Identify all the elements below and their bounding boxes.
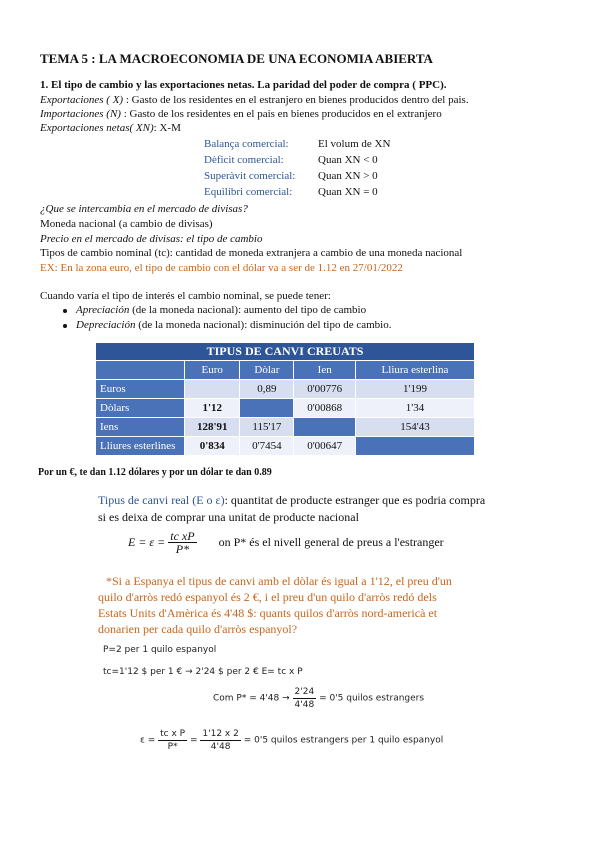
handwritten-line: tc=1'12 $ per 1 € → 2'24 $ per 2 € E= tc x P <box>103 667 303 677</box>
balance-value: Quan XN < 0 <box>318 154 378 166</box>
handwritten-text: ε = <box>140 735 156 746</box>
real-rate-formula <box>128 530 444 555</box>
handwritten-line <box>140 728 443 753</box>
nominal-definition: Tipos de cambio nominal (tc): cantidad de moneda extranjera a cambio de una moneda nacional <box>40 247 463 259</box>
table-row <box>96 418 475 437</box>
list-item-term: Depreciación <box>76 319 136 331</box>
fraction-numerator: 2'24 <box>294 687 315 697</box>
formula-fraction <box>168 530 196 555</box>
exercise-line: donarien per cada quilo d'arròs espanyol? <box>98 622 298 636</box>
list-item <box>76 319 391 332</box>
exports-definition <box>40 94 469 107</box>
table-cell: 0'7454 <box>240 437 294 456</box>
handwritten-text: Com P* = 4'48 → <box>213 693 290 704</box>
formula-numerator: tc xP <box>170 529 195 543</box>
balance-value: Quan XN > 0 <box>318 170 378 182</box>
section-heading: 1. El tipo de cambio y las exportaciones netas. La paridad del poder de compra ( PPC). <box>40 79 447 91</box>
table-cell: 1'199 <box>356 380 475 399</box>
market-question: ¿Que se intercambia en el mercado de divisas? <box>40 203 248 215</box>
table-header-row <box>96 361 475 380</box>
imports-term: Importaciones (N) <box>40 108 124 120</box>
exports-text: : Gasto de los residentes en el estranjero en bienes producidos dentro del pais. <box>125 94 469 106</box>
exercise-line: Estats Units d'Amèrica és 4'48 $: quants quilos d'arròs nord-americà et <box>98 606 438 620</box>
imports-text: : Gasto de los residentes en el pais en bienes producidos en el extranjero <box>123 108 442 120</box>
table-cell <box>356 437 475 456</box>
handwritten-fraction <box>200 728 240 753</box>
handwritten-fraction <box>158 728 187 753</box>
column-header: Lliura esterlina <box>356 361 475 380</box>
list-item <box>76 304 366 317</box>
net-exports-term: Exportaciones netas( XN) <box>40 122 154 134</box>
row-label: Euros <box>96 380 185 399</box>
list-item-text: (de la moneda nacional): disminución del tipo de cambio. <box>135 319 392 331</box>
column-header: Dòlar <box>240 361 294 380</box>
fraction-denominator: 4'48 <box>294 700 315 710</box>
table-cell <box>294 418 356 437</box>
table-cell: 154'43 <box>356 418 475 437</box>
conversion-note: Por un €, te dan 1.12 dólares y por un dólar te dan 0.89 <box>38 467 272 478</box>
table-cell: 1'12 <box>185 399 240 418</box>
list-item-text: (de la moneda nacional): aumento del tipo de cambio <box>129 304 367 316</box>
formula-note: on P* és el nivell general de preus a l'estranger <box>218 535 444 549</box>
row-label: Lliures esterlines <box>96 437 185 456</box>
column-header: Euro <box>185 361 240 380</box>
example-text: EX: En la zona euro, el tipo de cambio con el dólar va a ser de 1.12 en 27/01/2022 <box>40 262 403 274</box>
fraction-numerator: tc x P <box>160 729 186 739</box>
row-label: Dòlars <box>96 399 185 418</box>
net-exports-definition <box>40 122 181 135</box>
table-cell: 1'34 <box>356 399 475 418</box>
exports-term: Exportaciones ( X) <box>40 94 126 106</box>
formula-denominator: P* <box>175 542 190 556</box>
list-item-term: Apreciación <box>76 304 130 316</box>
handwritten-fraction <box>293 686 317 711</box>
table-row <box>96 399 475 418</box>
column-header <box>96 361 185 380</box>
fraction-denominator: P* <box>167 742 178 752</box>
table-cell: 0'834 <box>185 437 240 456</box>
balance-label: Balança comercial: <box>204 138 289 150</box>
balance-label: Equilibri comercial: <box>204 186 293 198</box>
balance-label: Superàvit comercial: <box>204 170 296 182</box>
market-answer: Moneda nacional (a cambio de divisas) <box>40 218 213 230</box>
imports-definition <box>40 108 442 121</box>
net-exports-text: : X-M <box>153 122 181 134</box>
table-cell: 0'00868 <box>294 399 356 418</box>
variation-intro: Cuando varía el tipo de interés el cambio nominal, se puede tener: <box>40 290 331 302</box>
market-price: Precio en el mercado de divisas: el tipo de cambio <box>40 233 263 245</box>
exercise-line: *Si a Espanya el tipus de canvi amb el dòlar és igual a 1'12, el preu d'un <box>106 574 452 588</box>
real-rate-term: Tipus de canvi real (E o ε) <box>98 493 225 507</box>
row-label: Iens <box>96 418 185 437</box>
handwritten-text: = 0'5 quilos estrangers <box>319 693 425 704</box>
table-cell: 115'17 <box>240 418 294 437</box>
real-rate-text-2: si es deixa de comprar una unitat de producte nacional <box>98 510 359 524</box>
balance-value: Quan XN = 0 <box>318 186 378 198</box>
handwritten-text: = <box>189 735 198 746</box>
table-title: TIPUS DE CANVI CREUATS <box>96 343 475 361</box>
table-cell <box>185 380 240 399</box>
table-row <box>96 380 475 399</box>
table-cell: 128'91 <box>185 418 240 437</box>
page-title: TEMA 5 : LA MACROECONOMIA DE UNA ECONOMIA ABIERTA <box>40 51 433 66</box>
table-cell: 0'00647 <box>294 437 356 456</box>
column-header: Ien <box>294 361 356 380</box>
table-cell: 0'00776 <box>294 380 356 399</box>
table-row <box>96 437 475 456</box>
handwritten-line <box>213 686 424 711</box>
fraction-denominator: 4'48 <box>210 742 231 752</box>
table-cell: 0,89 <box>240 380 294 399</box>
handwritten-text: = 0'5 quilos estrangers per 1 quilo espanyol <box>243 735 444 746</box>
handwritten-line: P=2 per 1 quilo espanyol <box>103 645 217 655</box>
table-cell <box>240 399 294 418</box>
balance-value: El volum de XN <box>318 138 391 150</box>
balance-label: Dèficit comercial: <box>204 154 284 166</box>
real-rate-text: : quantitat de producte estranger que es podria compra <box>224 493 486 507</box>
exchange-rate-table <box>95 342 475 456</box>
real-rate-definition <box>98 493 485 507</box>
bullet-icon <box>63 309 67 313</box>
formula-lhs: E = ε = <box>128 535 166 549</box>
exercise-line: quilo d'arròs redó espanyol és 2 €, i el preu d'un quilo d'arròs redó dels <box>98 590 437 604</box>
bullet-icon <box>63 324 67 328</box>
fraction-numerator: 1'12 x 2 <box>202 729 239 739</box>
